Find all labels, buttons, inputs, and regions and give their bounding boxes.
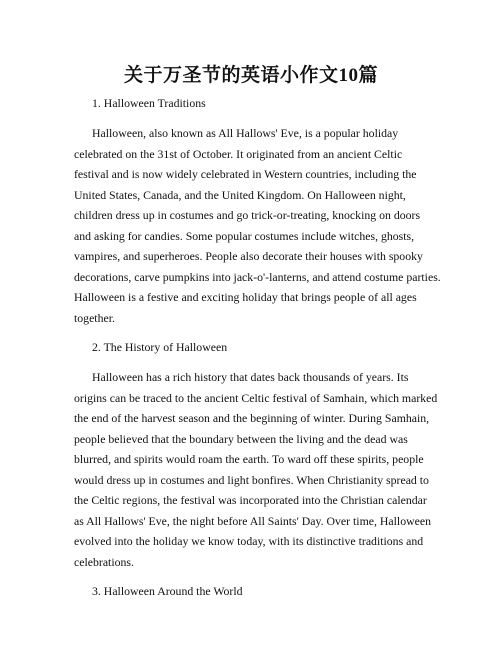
paragraph-line: festival and is now widely celebrated in Western countries, including the: [74, 167, 417, 181]
paragraph-line: together.: [74, 310, 115, 325]
section-history-of-halloween: [74, 339, 438, 572]
document-title: 关于万圣节的英语小作文10篇: [123, 65, 378, 86]
section-paragraph: [74, 367, 438, 572]
paragraph-line: celebrations.: [74, 554, 134, 569]
paragraph-line: Halloween is a festive and exciting holiday that brings people of all ages: [74, 290, 417, 304]
section-paragraph: [74, 123, 441, 328]
paragraph-line: and asking for candies. Some popular costumes include witches, ghosts,: [74, 228, 415, 243]
paragraph-line: children dress up in costumes and go trick-or-treating, knocking on doors: [74, 208, 421, 222]
section-heading: 1. Halloween Traditions: [92, 96, 206, 110]
paragraph-line: United States, Canada, and the United Kingdom. On Halloween night,: [74, 187, 406, 202]
section-halloween-around-the-world: [74, 583, 434, 599]
paragraph-line: origins can be traced to the ancient Celtic festival of Samhain, which marked: [74, 390, 438, 405]
paragraph-line: the Celtic regions, the festival was incorporated into the Christian calendar: [74, 493, 427, 507]
paragraph-line: Halloween has a rich history that dates back thousands of years. Its: [92, 370, 409, 384]
paragraph-line: blurred, and spirits would roam the earth. To ward off these spirits, people: [74, 452, 424, 466]
paragraph-line: vampires, and superheroes. People also decorate their houses with spooky: [74, 249, 423, 263]
paragraph-line: Halloween, also known as All Hallows' Eve, is a popular holiday: [92, 126, 399, 140]
paragraph-line: would dress up in costumes and light bonfires. When Christianity spread to: [74, 472, 429, 487]
section-heading: 2. The History of Halloween: [92, 340, 228, 354]
paragraph-line: the end of the harvest season and the beginning of winter. During Samhain,: [74, 411, 430, 425]
section-heading: 3. Halloween Around the World: [92, 584, 243, 598]
paragraph-line: celebrated on the 31st of October. It originated from an ancient Celtic: [74, 146, 403, 161]
paragraph-line: people believed that the boundary between the living and the dead was: [74, 431, 408, 446]
section-halloween-traditions: [74, 95, 441, 328]
paragraph-line: evolved into the holiday we know today, with its distinctive traditions and: [74, 534, 424, 548]
paragraph-line: decorations, carve pumpkins into jack-o'-lanterns, and attend costume parties.: [74, 269, 441, 284]
paragraph-line: as All Hallows' Eve, the night before All Saints' Day. Over time, Halloween: [74, 513, 431, 528]
document-body: [74, 95, 441, 611]
